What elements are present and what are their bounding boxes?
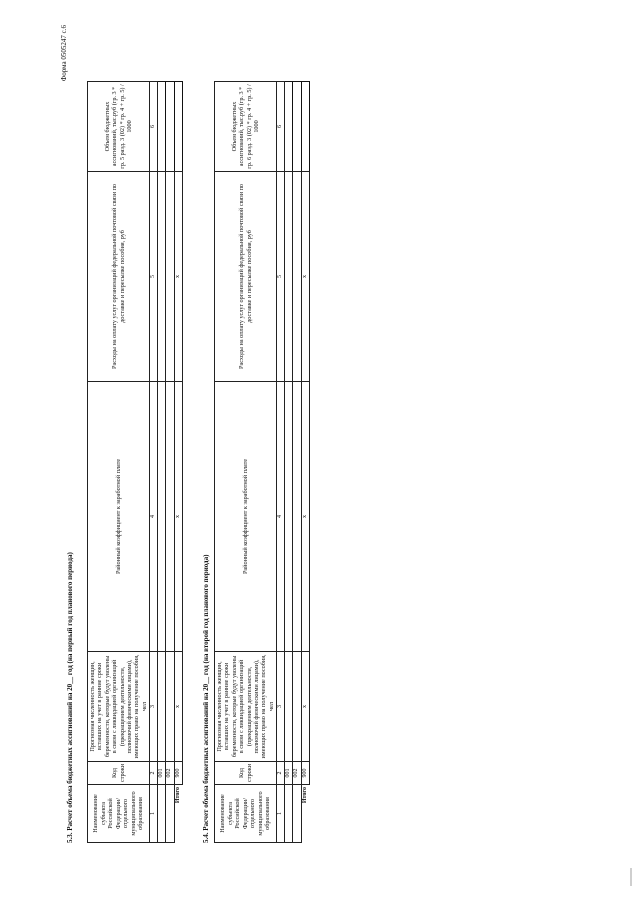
total-code: 900 (174, 761, 182, 784)
section-5-4-table (214, 81, 310, 843)
table-row (285, 81, 293, 842)
cell (166, 381, 174, 651)
table-row (166, 81, 174, 842)
header-subject-name: Наименование субъекта Российской Федерации/ отдельного муниципального образования (215, 785, 277, 843)
header-row-code: Код строки (215, 761, 277, 784)
column-number: 3 (150, 651, 158, 761)
header-row (88, 81, 150, 842)
cell (158, 171, 166, 381)
row-code-cell: 002 (293, 761, 301, 784)
cell (166, 785, 174, 843)
total-value-cell (174, 81, 182, 171)
column-number: 1 (277, 785, 285, 843)
total-cell: x (174, 171, 182, 381)
row-code-cell: 002 (166, 761, 174, 784)
cell (285, 785, 293, 843)
header-subject-name: Наименование субъекта Российской Федерации/ отдельного муниципального образования (88, 785, 150, 843)
cell (293, 381, 301, 651)
total-cell: x (301, 651, 309, 761)
header-row-code: Код строки (88, 761, 150, 784)
column-number: 5 (277, 171, 285, 381)
total-code: 900 (301, 761, 309, 784)
cell (293, 81, 301, 171)
total-cell: x (174, 651, 182, 761)
cell (293, 171, 301, 381)
column-number: 5 (150, 171, 158, 381)
table-row (158, 81, 166, 842)
total-cell: x (174, 381, 182, 651)
total-value-cell (301, 81, 309, 171)
cell (293, 785, 301, 843)
cell (166, 81, 174, 171)
total-label: Итого (174, 785, 182, 843)
column-number: 4 (277, 381, 285, 651)
column-number: 6 (277, 81, 285, 171)
cell (158, 785, 166, 843)
cell (166, 651, 174, 761)
total-cell: x (301, 171, 309, 381)
cell (285, 171, 293, 381)
header-budget-volume: Объем бюджетных ассигнований, тыс.руб (гр. 3 * гр. 6 разд. 3 (02) * гр. 4 + гр. 5) / 1000 (215, 81, 277, 171)
column-number-row (150, 81, 158, 842)
header-postal-expenses: Расходы на оплату услуг организаций федеральной почтовой связи по доставке и пересылке пособия, руб (215, 171, 277, 381)
cell (158, 381, 166, 651)
column-number: 2 (150, 761, 158, 784)
column-number: 2 (277, 761, 285, 784)
cell (166, 171, 174, 381)
cell (285, 381, 293, 651)
total-cell: x (301, 381, 309, 651)
row-code-cell: 001 (285, 761, 293, 784)
total-label: Итого (301, 785, 309, 843)
cell (285, 81, 293, 171)
header-women-count: Прогнозная численность женщин, вставших на учет в ранние сроки беременности, которые будут уволены в связи с ликвидацией организаций (прекращением деятельности, полномочий физическими лицами), имеющих право на получение пособия, чел (215, 651, 277, 761)
column-number-row (277, 81, 285, 842)
header-regional-coefficient: Районный коэффициент к заработной плате (88, 381, 150, 651)
form-label: Форма 0505247 с.6 (60, 25, 68, 82)
column-number: 1 (150, 785, 158, 843)
cell (293, 651, 301, 761)
cell (158, 651, 166, 761)
header-regional-coefficient: Районный коэффициент к заработной плате (215, 381, 277, 651)
header-budget-volume: Объем бюджетных ассигнований, тыс.руб (гр. 3 * гр. 5 разд. 3 (02) * гр. 4 + гр. 5) / 1000 (88, 81, 150, 171)
column-number: 6 (150, 81, 158, 171)
table-row (293, 81, 301, 842)
header-postal-expenses: Расходы на оплату услуг организаций федеральной почтовой связи по доставке и пересылке пособия, руб (88, 171, 150, 381)
cell (285, 651, 293, 761)
header-women-count: Прогнозная численность женщин, вставших на учет в ранние сроки беременности, которые будут уволены в связи с ликвидацией организаций (прекращением деятельности, полномочий физическими лицами), имеющих право на получение пособия, чел (88, 651, 150, 761)
column-number: 3 (277, 651, 285, 761)
section-5-4-title: 5.4. Расчет объема бюджетных ассигнований на 20__ год (на второй год планового периода) (202, 554, 210, 843)
total-row (174, 81, 182, 842)
section-5-3-title: 5.3. Расчет объема бюджетных ассигнований на 20__ год (на первый год планового периода) (66, 552, 74, 843)
column-number: 4 (150, 381, 158, 651)
row-code-cell: 001 (158, 761, 166, 784)
cell (158, 81, 166, 171)
header-row (215, 81, 277, 842)
section-5-3-table (87, 81, 183, 843)
total-row (301, 81, 309, 842)
